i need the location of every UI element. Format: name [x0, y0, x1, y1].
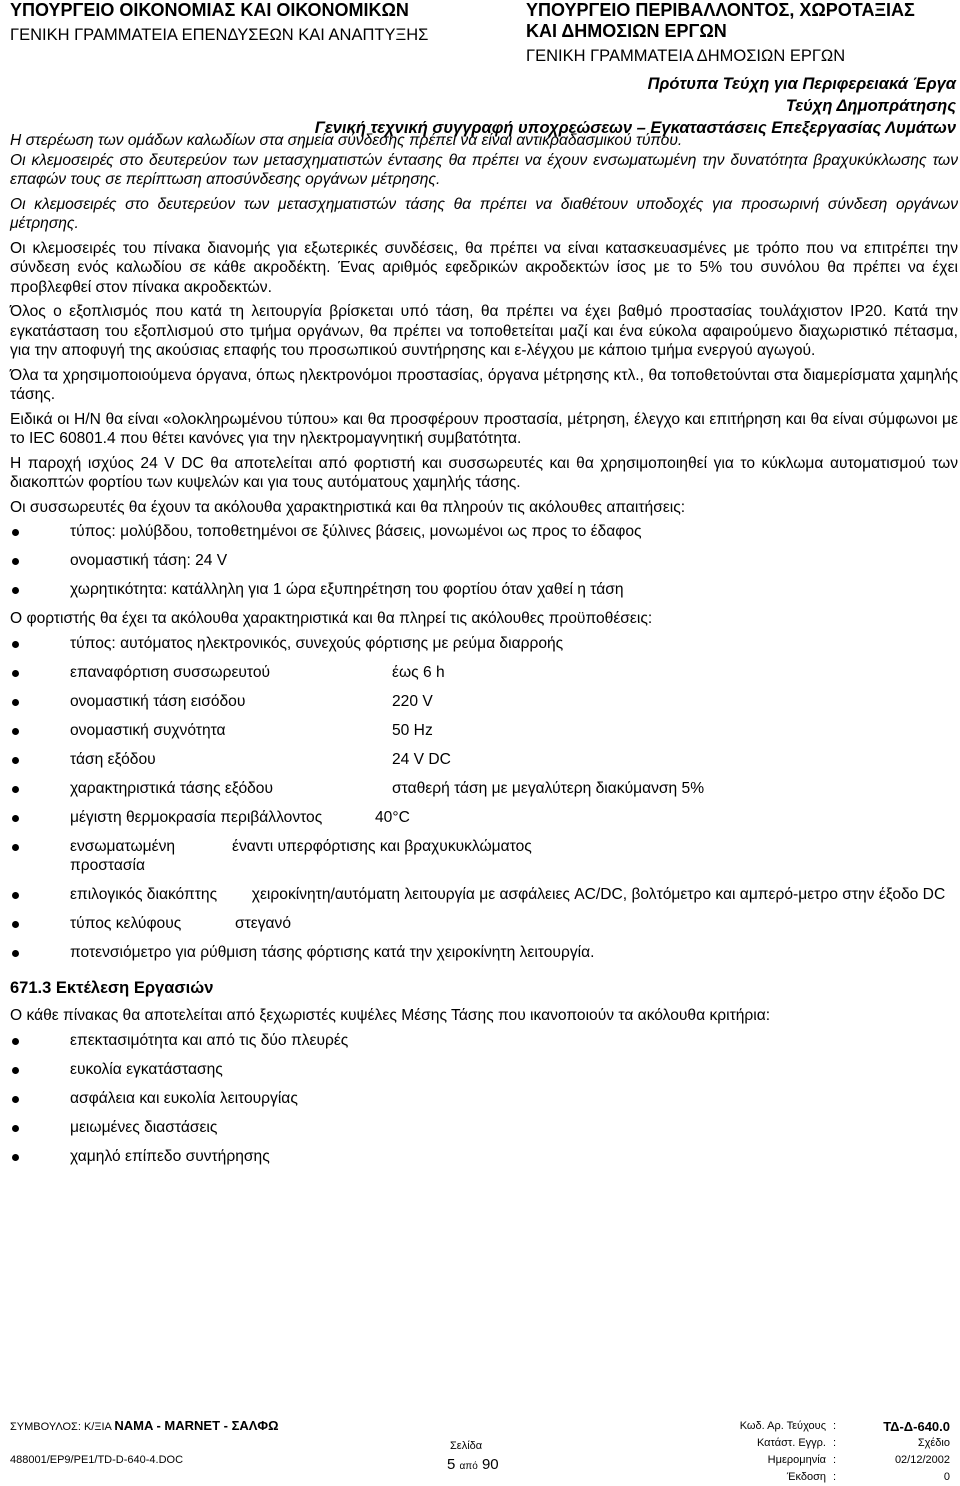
meta-tender-volumes: Τεύχη Δημοπράτησης: [785, 97, 956, 115]
list-item: επιλογικός διακόπτης χειροκίνητη/αυτόματη λειτουργία με ασφάλειες AC/DC, βολτόμετρο και αμπερό-μετρο στην έξοδο DC: [10, 885, 958, 905]
list-item: τύπος κελύφους στεγανό: [10, 914, 958, 934]
bullet-icon: [12, 921, 19, 928]
header-left: [10, 0, 490, 46]
paragraph: Οι κλεμοσειρές στο δευτερεύον των μετασχηματιστών τάσης θα πρέπει να διαθέτουν υποδοχές για προσωρινή σύνδεση οργάνων μέτρησης.: [10, 195, 958, 232]
document-body: [10, 131, 958, 1176]
bullet-icon: [12, 529, 19, 536]
ministry-economy-title: ΥΠΟΥΡΓΕΙΟ ΟΙΚΟΝΟΜΙΑΣ ΚΑΙ ΟΙΚΟΝΟΜΙΚΩΝ: [10, 0, 409, 20]
paragraph: Οι κλεμοσειρές του πίνακα διανομής για εξωτερικές συνδέσεις, θα πρέπει να είναι κατασκευασμένες με τρόπο που να επιτρέπει την σύνδεση ενός καλωδίου σε κάθε ακροδέκτη. Ένας αριθμός εφεδρικών ακροδεκτών ίσος με το 5% του συνόλου θα πρέπει να έχει προβλεφθεί στον πίνακα ακροδεκτών.: [10, 239, 958, 296]
bullet-icon: [12, 950, 19, 957]
bullet-icon: [12, 1096, 19, 1103]
bullet-icon: [12, 844, 19, 851]
consultant: ΣΥΜΒΟΥΛΟΣ: Κ/ΞΙΑ NAMA - MARNET - ΣΑΛΦΩ: [10, 1418, 279, 1433]
bullet-icon: [12, 558, 19, 565]
list-item: χαμηλό επίπεδο συντήρησης: [10, 1147, 958, 1167]
paragraph: Ο κάθε πίνακας θα αποτελείται από ξεχωριστές κυψέλες Μέσης Τάσης που ικανοποιούν τα ακόλουθα κριτήρια:: [10, 1007, 771, 1024]
paragraph: Η παροχή ισχύος 24 V DC θα αποτελείται από φορτιστή και συσσωρευτές και θα χρησιμοποιηθεί για το κύκλωμα αυτοματισμού των διακοπτών φορτίου των κυψελών και για τους αυτόματους χαμηλής τάσης.: [10, 454, 958, 491]
paragraph: Ο φορτιστής θα έχει τα ακόλουθα χαρακτηριστικά και θα πληρεί τις ακόλουθες προϋποθέσεις:: [10, 610, 653, 627]
bullet-icon: [12, 815, 19, 822]
list-item: μειωμένες διαστάσεις: [10, 1118, 958, 1138]
page-label: Σελίδα: [450, 1440, 483, 1452]
paragraph: Οι συσσωρευτές θα έχουν τα ακόλουθα χαρακτηριστικά και θα πληρούν τις ακόλουθες απαιτήσεις:: [10, 498, 686, 516]
edition: 0: [943, 1471, 950, 1483]
list-item: ονομαστική συχνότητα 50 Hz: [10, 721, 958, 741]
bullet-icon: [12, 670, 19, 677]
document-date: 02/12/2002: [894, 1454, 950, 1466]
list-item: ευκολία εγκατάστασης: [10, 1060, 958, 1080]
bullet-icon: [12, 757, 19, 764]
bullet-icon: [12, 1154, 19, 1161]
criteria-list: [10, 1031, 958, 1167]
list-item: τάση εξόδου 24 V DC: [10, 750, 958, 770]
list-item: επαναφόρτιση συσσωρευτού έως 6 h: [10, 663, 958, 683]
list-item: ποτενσιόμετρο για ρύθμιση τάσης φόρτισης κατά την χειροκίνητη λειτουργία.: [10, 943, 958, 963]
file-name: 488001/EP9/PE1/TD-D-640-4.DOC: [10, 1454, 184, 1466]
list-item: ονομαστική τάση εισόδου 220 V: [10, 692, 958, 712]
list-item: μέγιστη θερμοκρασία περιβάλλοντος 40°C: [10, 808, 958, 828]
meta-specification: Γενική τεχνική συγγραφή υποχρεώσεων – Εγκαταστάσεις Επεξεργασίας Λυμάτων: [314, 119, 956, 137]
paragraph: Ειδικά οι Η/Ν θα είναι «ολοκληρωμένου τύπου» και θα προσφέρουν προστασία, μέτρηση, έλεγχο και επιτήρηση και θα είναι σύμφωνοι με το IEC 60801.4 που θέτει κανόνες για την ηλεκτρομαγνητική συμβατότητα.: [10, 410, 958, 447]
bullet-icon: [12, 1038, 19, 1045]
ministry-environment-title-2: ΚΑΙ ΔΗΜΟΣΙΩΝ ΕΡΓΩΝ: [526, 21, 727, 41]
paragraph: Οι κλεμοσειρές στο δευτερεύον των μετασχηματιστών έντασης θα πρέπει να έχουν ενσωματωμένη την δυνατότητα βραχυκύκλωσης των επαφών τους σε περίπτωση αποσύνδεσης οργάνων μέτρησης.: [10, 151, 958, 188]
doc-info-labels: Κωδ. Αρ. Τεύχους Κατάστ. Εγγρ. Ημερομηνία Έκδοση: [739, 1420, 826, 1483]
meta-standard-volumes: Πρότυπα Τεύχη για Περιφερειακά Έργα: [647, 75, 956, 93]
list-item: τύπος: αυτόματος ηλεκτρονικός, συνεχούς φόρτισης με ρεύμα διαρροής: [10, 634, 958, 654]
list-item: τύπος: μολύβδου, τοποθετημένοι σε ξύλινες βάσεις, μονωμένοι ως προς το έδαφος: [10, 522, 958, 542]
list-item: χαρακτηριστικά τάσης εξόδου σταθερή τάση με μεγαλύτερη διακύμανση 5%: [10, 779, 958, 799]
bullet-icon: [12, 699, 19, 706]
list-item: ενσωματωμένη προστασίαέναντι υπερφόρτισης και βραχυκυκλώματος: [10, 837, 958, 876]
list-item: ονομαστική τάση: 24 V: [10, 551, 958, 571]
secretariat-public-works: ΓΕΝΙΚΗ ΓΡΑΜΜΑΤΕΙΑ ΔΗΜΟΣΙΩΝ ΕΡΓΩΝ: [526, 47, 846, 65]
doc-info-colons: : : : :: [833, 1420, 837, 1483]
section-heading: 671.3 Εκτέλεση Εργασιών: [10, 978, 214, 997]
bullet-icon: [12, 892, 19, 899]
bullet-icon: [12, 786, 19, 793]
list-item: χωρητικότητα: κατάλληλη για 1 ώρα εξυπηρέτηση του φορτίου όταν χαθεί η τάση: [10, 580, 958, 600]
bullet-icon: [12, 1067, 19, 1074]
ministry-environment-title-1: ΥΠΟΥΡΓΕΙΟ ΠΕΡΙΒΑΛΛΟΝΤΟΣ, ΧΩΡΟΤΑΞΙΑΣ: [526, 0, 915, 20]
bullet-icon: [12, 1125, 19, 1132]
paragraph: Όλος ο εξοπλισμός που κατά τη λειτουργία βρίσκεται υπό τάση, θα πρέπει να έχει βαθμό προστασίας τουλάχιστον IP20. Κατά την εγκατάσταση του εξοπλισμού στο τμήμα οργάνων, θα πρέπει να τοποθετείται μαζί και ένα εύκολα αφαιρούμενο διαχωριστικό πέτασμα, για την αποφυγή της ακούσιας επαφής του προσωπικού συντήρησης και ε-λέγχου με κάποιο τμήμα ενεργού αγωγού.: [10, 303, 958, 359]
bullet-icon: [12, 728, 19, 735]
list-item: επεκτασιμότητα και από τις δύο πλευρές: [10, 1031, 958, 1051]
paragraph: Η στερέωση των ομάδων καλωδίων στα σημεία σύνδεσης πρέπει να είναι αντικραδασμικού τύπου.: [10, 132, 683, 149]
record-state: Σχέδιο: [917, 1437, 950, 1449]
page-number: 5 από 90: [447, 1456, 499, 1473]
paragraph: Όλα τα χρησιμοποιούμενα όργανα, όπως ηλεκτρονόμοι προστασίας, όργανα μέτρησης κτλ., θα τοποθετούνται στα διαμερίσματα χαμηλής τάσης.: [10, 366, 958, 403]
secretariat-investments: ΓΕΝΙΚΗ ΓΡΑΜΜΑΤΕΙΑ ΕΠΕΝΔΥΣΕΩΝ ΚΑΙ ΑΝΑΠΤΥΞΗΣ: [10, 26, 429, 44]
charger-list: [10, 634, 958, 963]
bullet-icon: [12, 641, 19, 648]
volume-code: ΤΔ-Δ-640.0: [883, 1419, 950, 1434]
header-right: [526, 0, 956, 67]
doc-info-values: [850, 1418, 950, 1486]
document-meta: [315, 73, 956, 139]
page-footer: [10, 1418, 958, 1483]
battery-list: [10, 522, 958, 600]
bullet-icon: [12, 587, 19, 594]
list-item: ασφάλεια και ευκολία λειτουργίας: [10, 1089, 958, 1109]
